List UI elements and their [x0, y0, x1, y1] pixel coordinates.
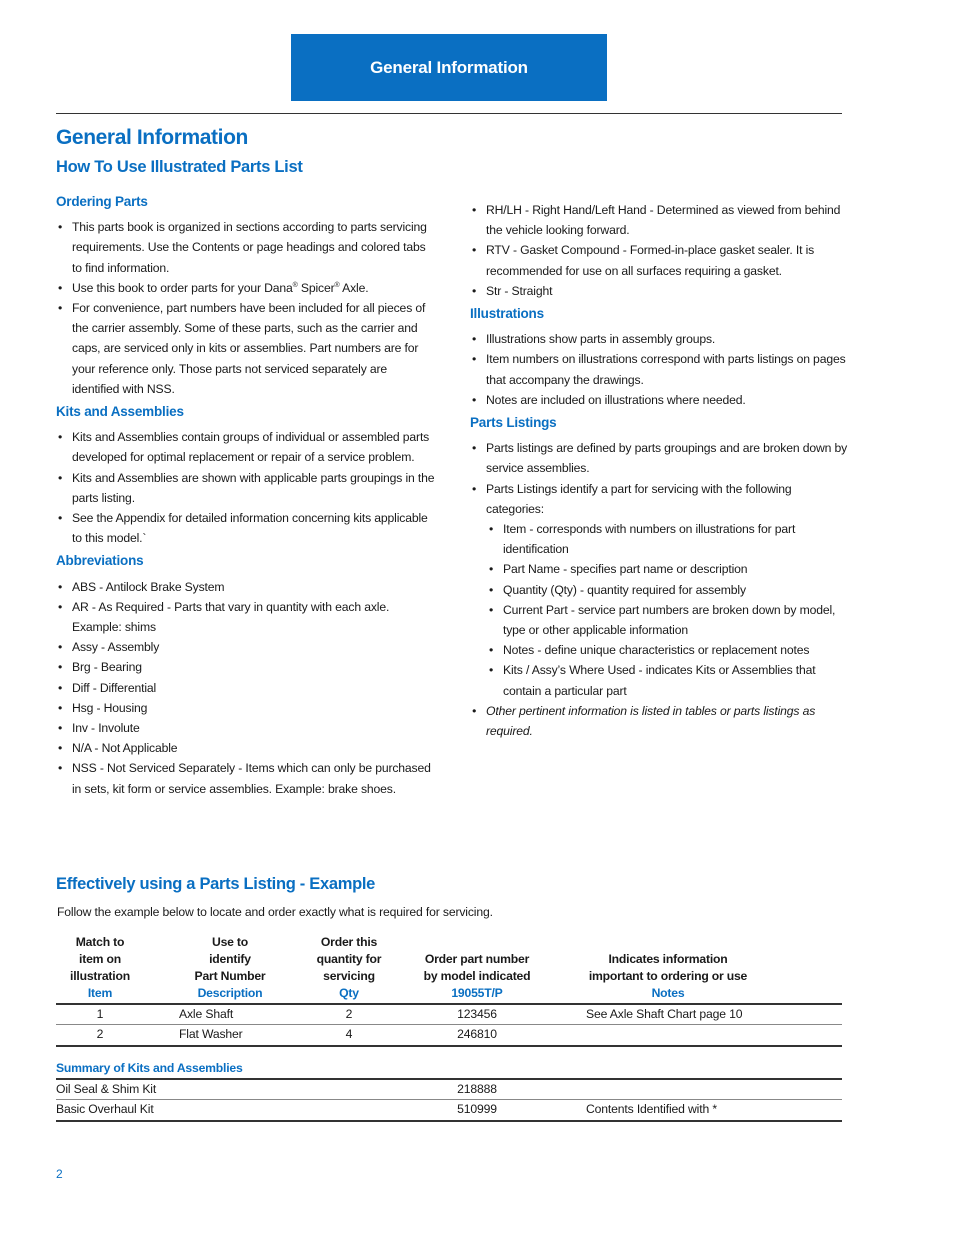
row-divider: [56, 1024, 842, 1025]
header-line: Use to: [211, 935, 249, 949]
list-item: • Item numbers on illustrations correspond with parts listings on pages that accompany the drawings.: [470, 349, 850, 389]
list-item: • Hsg - Housing: [56, 698, 436, 718]
cell-item: 1: [96, 1007, 104, 1021]
sub-list-item: • Item - corresponds with numbers on illustrations for part identification: [487, 519, 850, 559]
header-line: by model indicated: [423, 969, 531, 983]
sub-list-item: • Kits / Assy’s Where Used - indicates Kits or Assemblies that contain a particular part: [487, 660, 850, 700]
header-line: Order part number: [424, 952, 530, 966]
right-column: [470, 200, 850, 742]
parts-listings-heading: Parts Listings: [470, 415, 557, 431]
page-title: General Information: [56, 126, 248, 149]
list-item: • Kits and Assemblies are shown with applicable parts groupings in the parts listing.: [56, 468, 436, 508]
header-line: servicing: [323, 969, 375, 983]
page-subtitle: How To Use Illustrated Parts List: [56, 158, 303, 176]
kit-part-number: 218888: [457, 1082, 497, 1096]
column-header-item: [56, 934, 144, 1002]
header-line: Indicates information: [608, 952, 728, 966]
header-key: Qty: [339, 986, 359, 1000]
column-header-qty: [303, 934, 395, 1002]
sub-list-item: • Notes - define unique characteristics or replacement notes: [487, 640, 850, 660]
header-rule: [56, 113, 842, 114]
list-item: • This parts book is organized in sections according to parts servicing requirements. Use the Contents or page headings and colored tabs to find information.: [56, 217, 436, 278]
header-line: Part Number: [194, 969, 266, 983]
list-item: • Parts Listings identify a part for servicing with the following categories:: [470, 479, 850, 519]
abbreviations-list: [56, 577, 436, 799]
dana-text-mid: Spicer: [297, 280, 335, 295]
cell-part-number: 246810: [457, 1027, 497, 1041]
list-item: • Diff - Differential: [56, 678, 436, 698]
illustrations-list: [470, 329, 850, 410]
header-key: 19055T/P: [451, 986, 503, 1000]
list-item: • Notes are included on illustrations where needed.: [470, 390, 850, 410]
header-key: Description: [197, 986, 263, 1000]
registered-mark: ®: [334, 281, 340, 289]
kit-notes: Contents Identified with *: [586, 1102, 717, 1116]
table-header-rule: [56, 1003, 842, 1005]
list-item: • ABS - Antilock Brake System: [56, 577, 436, 597]
sub-list-item: • Current Part - service part numbers are broken down by model, type or other applicable information: [487, 600, 850, 640]
list-item: • Str - Straight: [470, 281, 850, 301]
kits-heading: Kits and Assemblies: [56, 404, 184, 420]
list-item: • Illustrations show parts in assembly groups.: [470, 329, 850, 349]
cell-description: Flat Washer: [179, 1027, 243, 1041]
abbreviations-continued-list: [470, 200, 850, 301]
list-item: • Brg - Bearing: [56, 657, 436, 677]
cell-qty: 4: [345, 1027, 353, 1041]
list-item: • N/A - Not Applicable: [56, 738, 436, 758]
kits-summary-heading: Summary of Kits and Assemblies: [56, 1061, 243, 1075]
list-item: • Assy - Assembly: [56, 637, 436, 657]
dana-text-pre: Use this book to order parts for your Dana: [72, 280, 293, 295]
ordering-parts-list: [56, 217, 436, 399]
header-line: Order this: [320, 935, 378, 949]
left-column: [56, 189, 436, 800]
list-item: • RH/LH - Right Hand/Left Hand - Determined as viewed from behind the vehicle looking forward.: [470, 200, 850, 240]
kit-name: Oil Seal & Shim Kit: [56, 1082, 157, 1096]
kits-top-rule: [56, 1078, 842, 1080]
table-bottom-rule: [56, 1045, 842, 1047]
section-tab: [291, 34, 607, 101]
kits-list: [56, 427, 436, 548]
cell-part-number: 123456: [457, 1007, 497, 1021]
column-header-part-number: [410, 951, 544, 1002]
parts-listings-list: [470, 438, 850, 741]
ordering-parts-heading: Ordering Parts: [56, 194, 148, 209]
header-key: Item: [87, 986, 113, 1000]
cell-qty: 2: [345, 1007, 353, 1021]
list-item: • NSS - Not Serviced Separately - Items which can only be purchased in sets, kit form or service assemblies. Example: brake shoes.: [56, 758, 436, 798]
sub-list-item: • Quantity (Qty) - quantity required for assembly: [487, 580, 850, 600]
list-item: • Kits and Assemblies contain groups of individual or assembled parts developed for optimal replacement or repair of a service problem.: [56, 427, 436, 467]
example-heading: Effectively using a Parts Listing - Example: [56, 875, 376, 893]
column-header-description: [175, 934, 285, 1002]
kits-bottom-rule: [56, 1120, 842, 1122]
row-divider: [56, 1099, 842, 1100]
header-line: quantity for: [316, 952, 382, 966]
list-item: • RTV - Gasket Compound - Formed-in-place gasket sealer. It is recommended for use on all surfaces requiring a gasket.: [470, 240, 850, 280]
cell-item: 2: [96, 1027, 104, 1041]
list-item-italic: • Other pertinent information is listed in tables or parts listings as required.: [470, 701, 850, 741]
header-line: Match to: [75, 935, 125, 949]
list-item: • Inv - Involute: [56, 718, 436, 738]
registered-mark: ®: [292, 281, 298, 289]
page-number: 2: [56, 1167, 63, 1181]
header-key: Notes: [651, 986, 685, 1000]
kit-part-number: 510999: [457, 1102, 497, 1116]
column-header-notes: [570, 951, 766, 1002]
illustrations-heading: Illustrations: [470, 306, 544, 322]
list-item: • Parts listings are defined by parts groupings and are broken down by service assemblies.: [470, 438, 850, 478]
sub-list-item: • Part Name - specifies part name or description: [487, 559, 850, 579]
header-line: important to ordering or use: [588, 969, 748, 983]
header-line: identify: [209, 952, 251, 966]
kit-name: Basic Overhaul Kit: [56, 1102, 154, 1116]
list-item: • AR - As Required - Parts that vary in quantity with each axle. Example: shims: [56, 597, 436, 637]
example-intro: Follow the example below to locate and order exactly what is required for servicing.: [57, 905, 493, 919]
header-line: illustration: [70, 969, 130, 983]
list-item: • See the Appendix for detailed information concerning kits applicable to this model.`: [56, 508, 436, 548]
list-item-dana: [56, 278, 436, 298]
list-item: • For convenience, part numbers have been included for all pieces of the carrier assembly. Some of these parts, such as the carrier and caps, are serviced only in kits or assemblies. Part numbers are for your reference only. Those parts not serviced separately are identified with NSS.: [56, 298, 436, 399]
cell-notes: See Axle Shaft Chart page 10: [586, 1007, 743, 1021]
cell-description: Axle Shaft: [179, 1007, 234, 1021]
header-line: item on: [79, 952, 121, 966]
dana-text-post: Axle.: [339, 280, 369, 295]
section-tab-title: General Information: [370, 57, 528, 77]
abbreviations-heading: Abbreviations: [56, 553, 144, 569]
